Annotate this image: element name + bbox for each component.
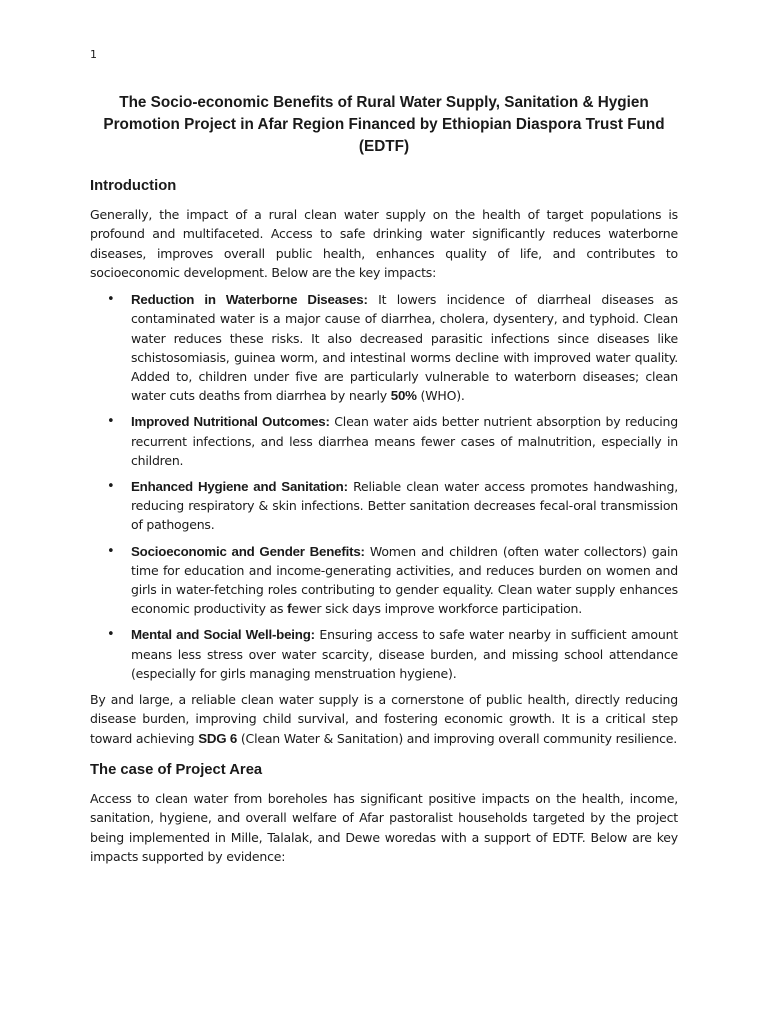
- list-item-term: Improved Nutritional Outcomes:: [131, 414, 330, 430]
- list-item-text: Reliable clean water access promotes handwashing, reducing respiratory & skin infections. Better sanitation decreases fecal-oral transmission of pathogens.: [131, 479, 678, 533]
- document-body: [90, 92, 678, 874]
- closing-paragraph: [90, 690, 678, 748]
- highlight-percent: 50%: [390, 388, 417, 404]
- list-item-nutrition: [90, 412, 678, 470]
- list-item-term: Mental and Social Well-being:: [131, 627, 315, 643]
- page-number: 1: [90, 48, 97, 61]
- list-item-waterborne-diseases: [90, 290, 678, 405]
- list-item-term: Enhanced Hygiene and Sanitation:: [131, 479, 348, 495]
- highlight-letter: f: [287, 601, 292, 617]
- list-item-hygiene: [90, 477, 678, 535]
- list-item-mental-wellbeing: [90, 625, 678, 683]
- impact-list: [90, 290, 678, 683]
- sdg-highlight: SDG 6: [198, 730, 238, 746]
- closing-text-end: (Clean Water & Sanitation) and improving overall community resilience.: [237, 730, 678, 746]
- project-area-paragraph: Access to clean water from boreholes has significant positive impacts on the health, income, sanitation, hygiene, and overall welfare of Afar pastoralist households targeted by the project being implemented in Mille, Talalak, and Dewe woredas with a support of EDTF. Below are key impacts supported by evidence:: [90, 790, 678, 864]
- list-item-tail: (WHO).: [416, 388, 465, 404]
- list-item-socioeconomic: [90, 542, 678, 619]
- list-item-term: Reduction in Waterborne Diseases:: [131, 292, 368, 308]
- closing-text: By and large, a reliable clean water supply is a cornerstone of public health, directly reducing disease burden, improving child survival, and fostering economic growth. It is a critical step toward achieving: [90, 692, 678, 746]
- document-title: The Socio-economic Benefits of Rural Water Supply, Sanitation & Hygien Promotion Project in Afar Region Financed by Ethiopian Diaspora Trust Fund (EDTF): [103, 94, 665, 155]
- introduction-heading: Introduction: [90, 178, 177, 194]
- list-item-text: Ensuring access to safe water nearby in sufficient amount means less stress over water scarcity, disease burden, and missing school attendance (especially for girls managing menstruation hygiene).: [131, 627, 678, 681]
- list-item-text: Clean water aids better nutrient absorption by reducing recurrent infections, and less diarrhea means fewer cases of malnutrition, especially in children.: [131, 414, 678, 468]
- list-item-tail: ewer sick days improve workforce participation.: [291, 601, 583, 617]
- introduction-paragraph: Generally, the impact of a rural clean water supply on the health of target populations is profound and multifaceted. Access to safe drinking water significantly reduces waterborne diseases, improves overall public health, enhances quality of life, and contributes to socioeconomic development. Below are the key impacts:: [90, 207, 678, 280]
- list-item-text: Women and children (often water collectors) gain time for education and income-generating activities, and reduces burden on women and girls in water-fetching roles contributing to gender equality. Clean water supply enhances economic productivity as: [131, 543, 678, 617]
- list-item-text: It lowers incidence of diarrheal diseases as contaminated water is a major cause of diarrhea, cholera, dysentery, and typhoid. Clean water reduces these risks. It also decreased parasitic infections since diseases like schistosomiasis, guinea worm, and intestinal worms decline with improved water quality. Added to, children under five are particularly vulnerable to waterborn diseases; clean water cuts deaths from diarrhea by nearly: [131, 292, 678, 404]
- project-area-heading: The case of Project Area: [90, 761, 263, 778]
- list-item-term: Socioeconomic and Gender Benefits:: [131, 543, 365, 559]
